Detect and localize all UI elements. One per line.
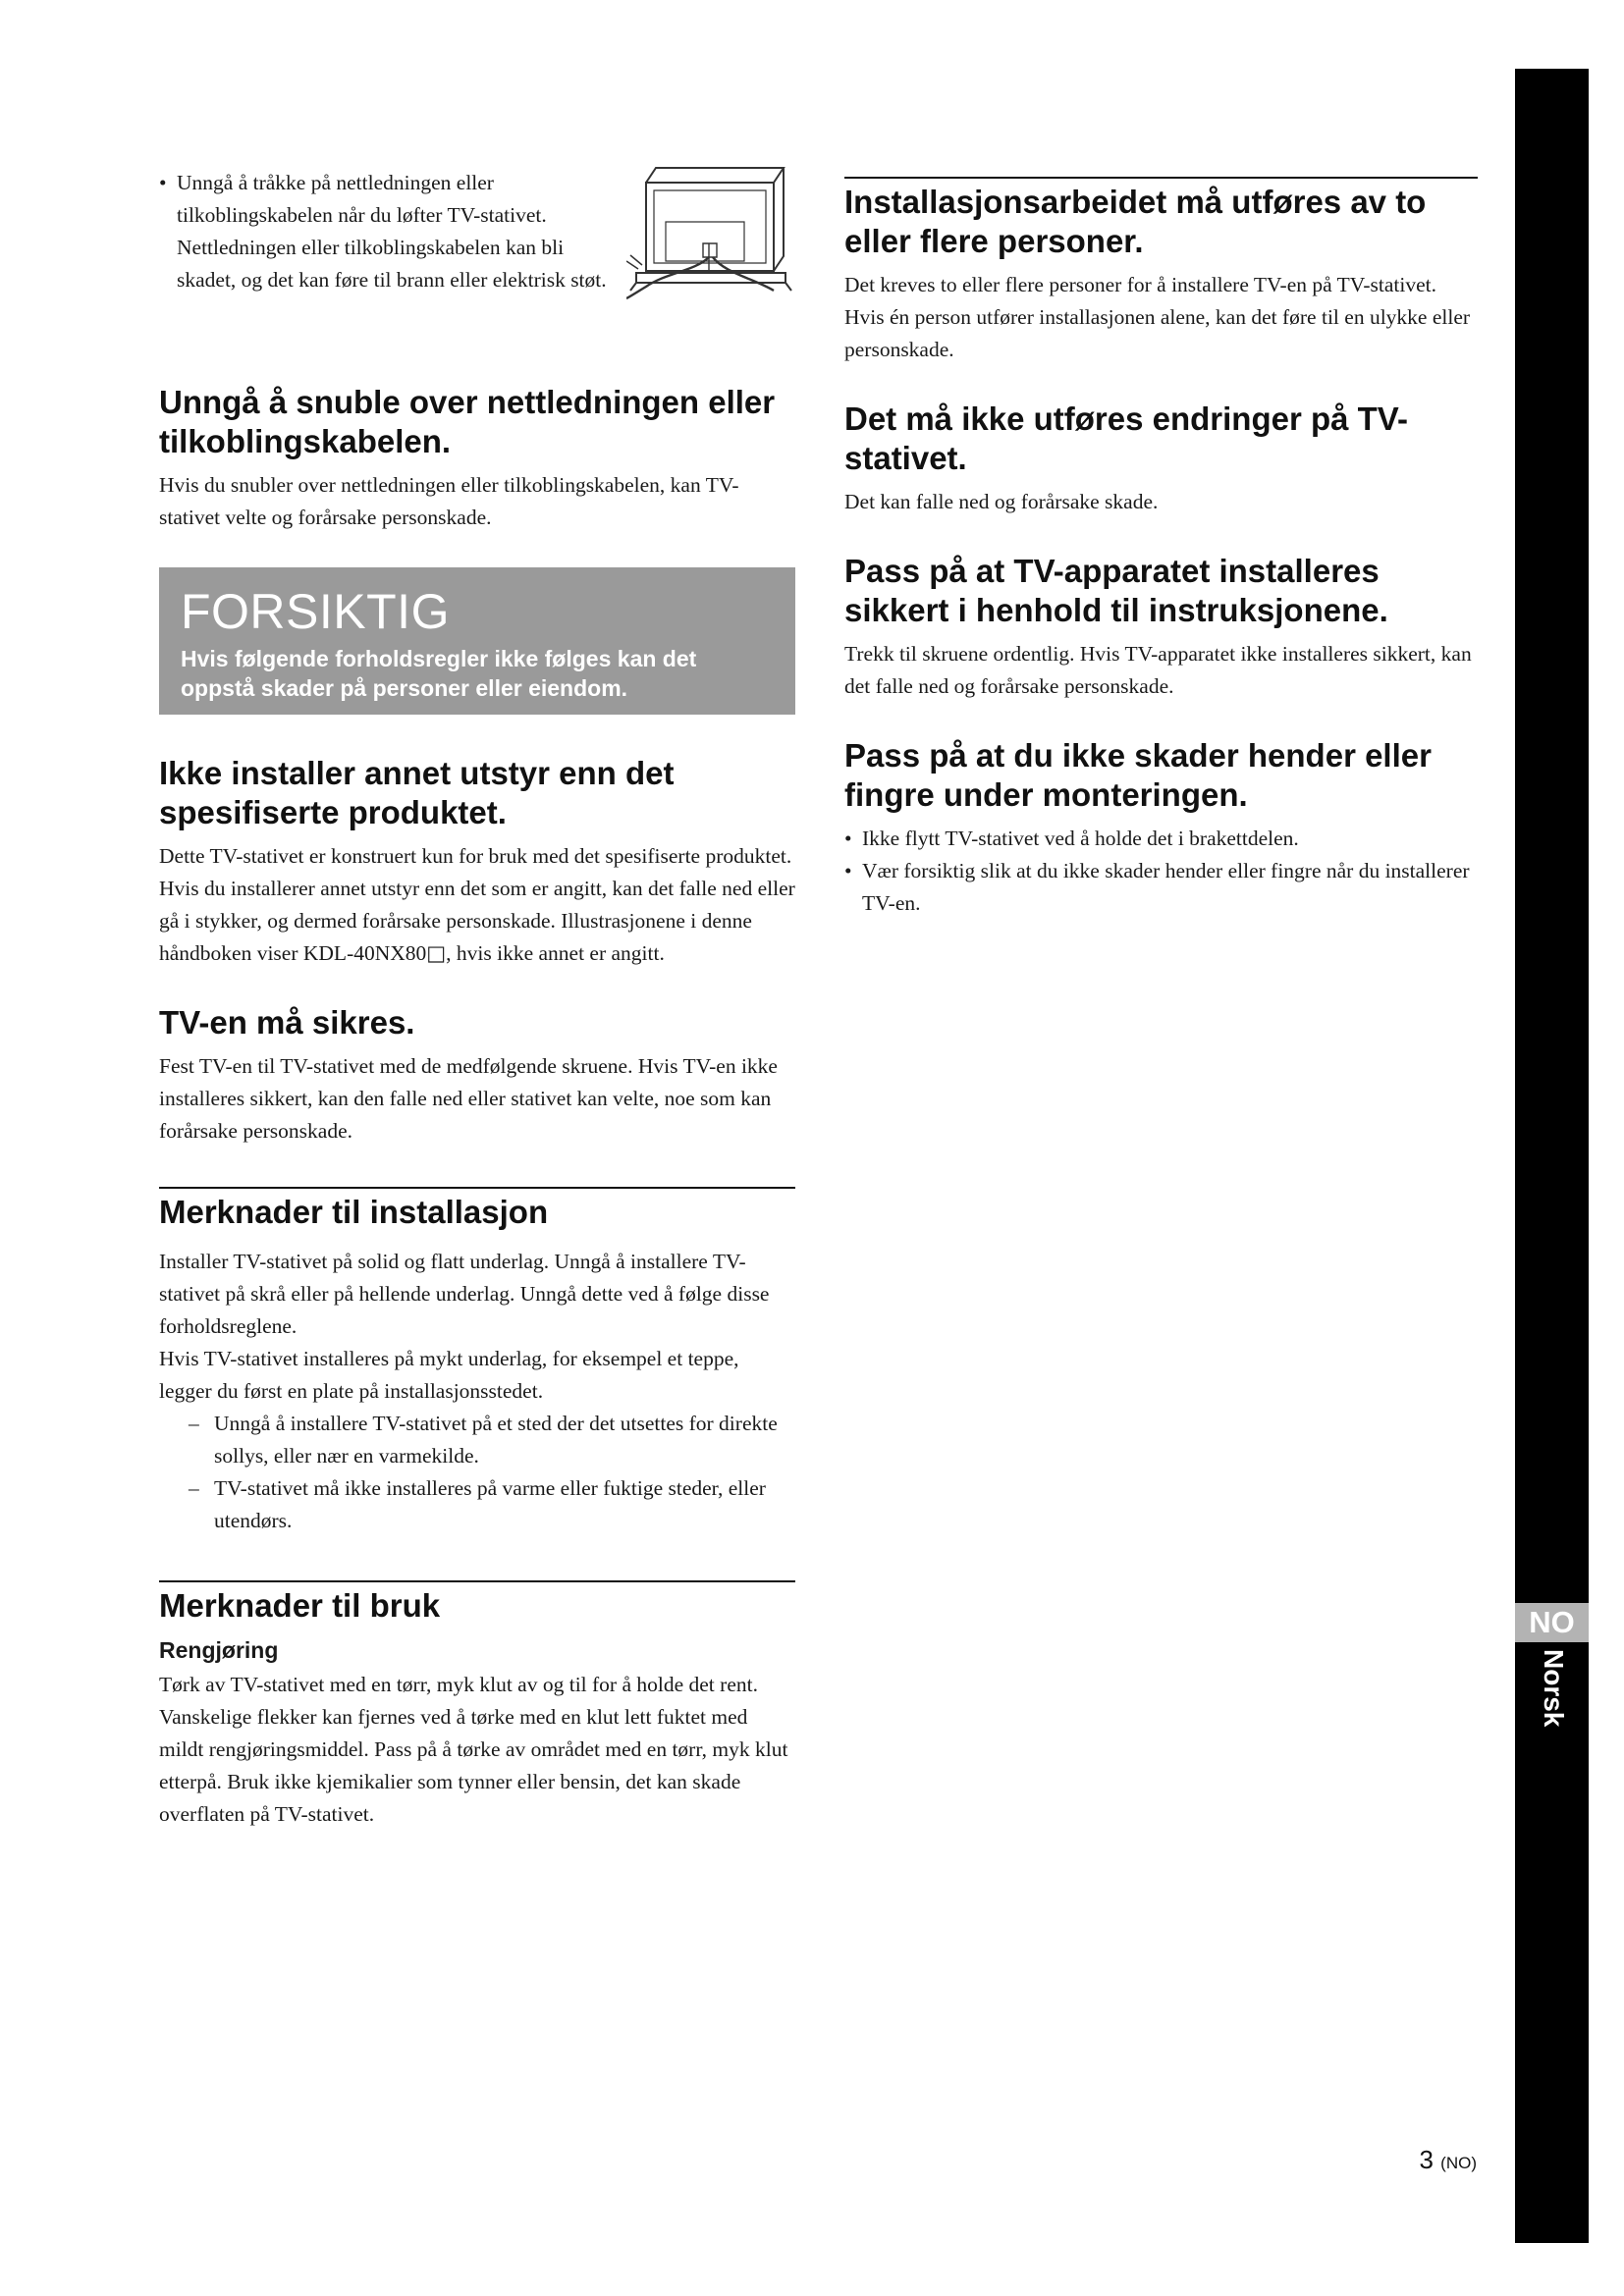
left-column	[159, 167, 795, 1864]
trip-section	[159, 383, 795, 534]
usage-notes-heading: Merknader til bruk	[159, 1587, 441, 1624]
fingers-section	[844, 736, 1478, 920]
secure-heading: TV-en må sikres.	[159, 1004, 415, 1041]
language-name-label: Norsk	[1539, 1649, 1569, 1728]
no-modify-heading: Det må ikke utføres endringer på TV-stativet.	[844, 400, 1408, 476]
install-securely-heading: Pass på at TV-apparatet installeres sikkert i henhold til instruksjonene.	[844, 553, 1388, 628]
other-equipment-section	[159, 754, 795, 970]
model-square-glyph: □	[426, 941, 447, 965]
install-securely-text: Trekk til skruene ordentlig. Hvis TV-apparatet ikke installeres sikkert, kan det falle ned og forårsake personskade.	[844, 642, 1472, 698]
page-number-suffix: (NO)	[1440, 2154, 1477, 2172]
caution-title: FORSIKTIG	[181, 584, 450, 639]
intro-bullet-list	[159, 167, 621, 296]
fingers-bullet-list	[844, 823, 1478, 920]
caution-text: Hvis følgende forholdsregler ikke følges kan det oppstå skader på personer eller eiendom.	[181, 646, 697, 701]
install-notes-dash-item: – Unngå å installere TV-stativet på et sted der det utsettes for direkte sollys, eller nær en varmekilde.	[189, 1408, 795, 1472]
fingers-bullet: • Vær forsiktig slik at du ikke skader hender eller fingre når du installerer TV-en.	[844, 855, 1478, 920]
intro-bullet: • Unngå å tråkke på nettledningen eller tilkoblingskabelen når du løfter TV-stativet. Nettledningen eller tilkoblingskabelen kan bli skadet, og det kan føre til brann eller elektrisk støt.	[159, 167, 621, 296]
install-securely-section	[844, 552, 1478, 703]
fingers-heading: Pass på at du ikke skader hender eller fingre under monteringen.	[844, 737, 1432, 813]
page-number-value: 3	[1419, 2145, 1434, 2174]
language-side-bar	[1515, 69, 1589, 2243]
usage-notes-section	[159, 1580, 795, 1831]
intro-block	[159, 167, 795, 332]
caution-box	[159, 567, 795, 715]
other-equipment-heading: Ikke installer annet utstyr enn det spesifiserte produktet.	[159, 755, 675, 830]
install-notes-para2: Hvis TV-stativet installeres på mykt underlag, for eksempel et teppe, legger du først en plate på installasjonsstedet.	[159, 1347, 739, 1403]
fingers-bullet: • Ikke flytt TV-stativet ved å holde det i brakettdelen.	[844, 823, 1478, 855]
other-equipment-text	[159, 840, 795, 970]
other-equipment-text-after: , hvis ikke annet er angitt.	[446, 941, 665, 965]
language-code-badge: NO	[1515, 1603, 1589, 1642]
trip-text: Hvis du snubler over nettledningen eller tilkoblingskabelen, kan TV-stativet velte og forårsake personskade.	[159, 473, 739, 529]
two-persons-section	[844, 177, 1478, 366]
secure-text: Fest TV-en til TV-stativet med de medfølgende skruene. Hvis TV-en ikke installeres sikkert, kan den falle ned eller stativet kan velte, noe som kan forårsake personskade.	[159, 1054, 778, 1143]
cleaning-text: Tørk av TV-stativet med en tørr, myk klut av og til for å holde det rent. Vanskelige flekker kan fjernes ved å tørke med en klut lett fuktet med mildt rengjøringsmiddel. Pass på å tørke av området med en tørr, myk klut etterpå. Bruk ikke kjemikalier som tynner eller bensin, det kan skade overflaten på TV-stativet.	[159, 1673, 788, 1826]
install-notes-dash-list	[159, 1408, 795, 1537]
two-persons-text: Det kreves to eller flere personer for å installere TV-en på TV-stativet. Hvis én person utfører installasjonen alene, kan det føre til en ulykke eller personskade.	[844, 273, 1471, 361]
page-number	[1419, 2145, 1477, 2175]
no-modify-section	[844, 400, 1478, 518]
install-notes-section	[159, 1187, 795, 1537]
two-persons-rule	[844, 177, 1478, 179]
install-notes-para1: Installer TV-stativet på solid og flatt underlag. Unngå å installere TV-stativet på skrå eller på hellende underlag. Unngå dette ved å følge disse forholdsreglene.	[159, 1250, 770, 1338]
install-notes-heading: Merknader til installasjon	[159, 1194, 549, 1230]
cleaning-subheading: Rengjøring	[159, 1637, 279, 1663]
tv-stand-cable-illustration	[626, 163, 795, 300]
install-notes-dash-item: – TV-stativet må ikke installeres på varme eller fuktige steder, eller utendørs.	[189, 1472, 795, 1537]
trip-heading: Unngå å snuble over nettledningen eller tilkoblingskabelen.	[159, 384, 776, 459]
two-persons-heading: Installasjonsarbeidet må utføres av to eller flere personer.	[844, 184, 1427, 259]
usage-notes-rule	[159, 1580, 795, 1582]
install-notes-rule	[159, 1187, 795, 1189]
secure-section	[159, 1003, 795, 1148]
no-modify-text: Det kan falle ned og forårsake skade.	[844, 490, 1159, 513]
right-column	[844, 177, 1478, 953]
other-equipment-text-before: Dette TV-stativet er konstruert kun for bruk med det spesifiserte produktet. Hvis du installerer annet utstyr enn det som er angitt, kan det falle ned eller gå i stykker, og dermed forårsake personskade. Illustrasjonene i denne håndboken viser KDL-40NX80	[159, 844, 795, 965]
